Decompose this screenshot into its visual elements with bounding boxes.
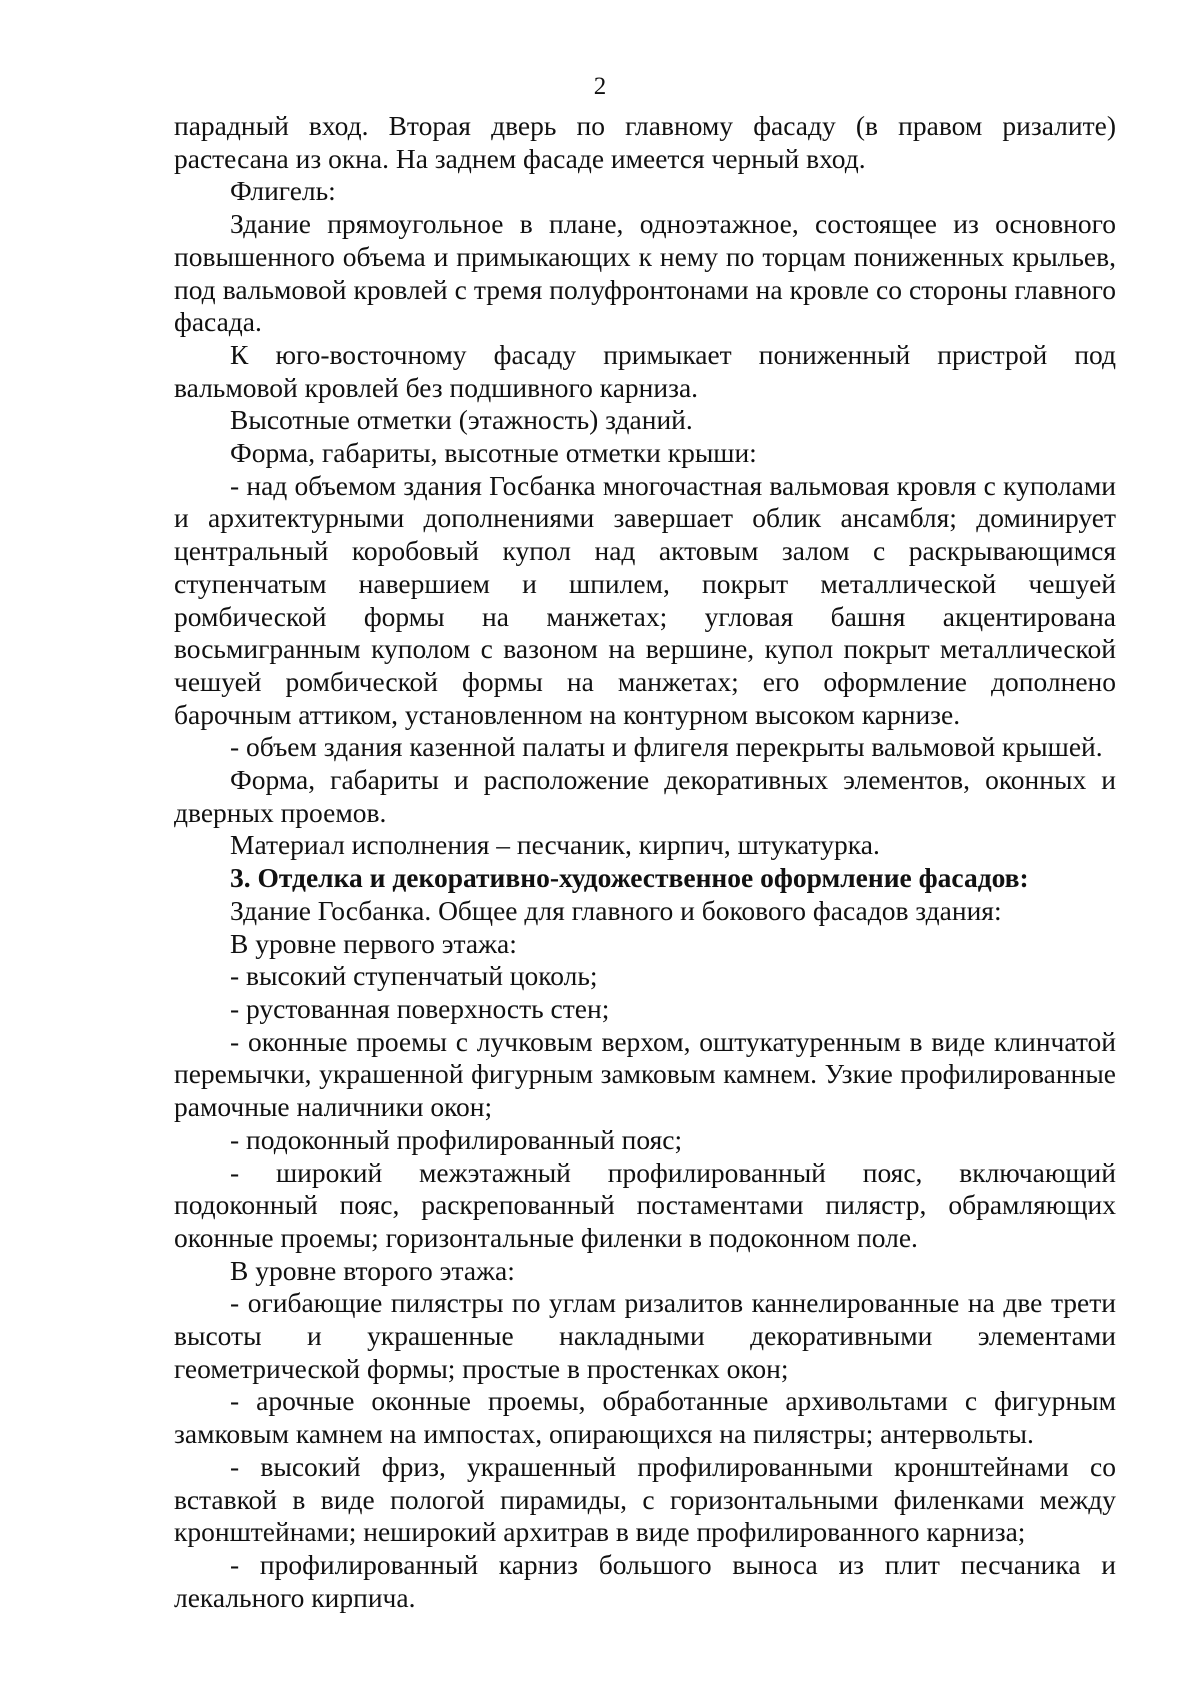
list-item: - высокий ступенчатый цоколь; — [230, 960, 598, 992]
paragraph: Здание прямоугольное в плане, одноэтажное, состоящее из основного повышенного объема и примыкающих к нему по торцам пониженных крыльев, под вальмовой кровлей с тремя полуфронтонами на кровле со стороны главного фасада. — [174, 208, 1116, 338]
page-number: 2 — [593, 73, 607, 100]
paragraph: парадный вход. Вторая дверь по главному фасаду (в правом ризалите) растесана из окна. На заднем фасаде имеется черный вход. — [174, 110, 1116, 174]
paragraph: В уровне первого этажа: — [230, 927, 517, 959]
document-body — [174, 110, 1116, 1614]
list-item: - рустованная поверхность стен; — [230, 992, 610, 1024]
paragraph: Форма, габариты и расположение декоративных элементов, оконных и дверных проемов. — [174, 764, 1116, 828]
list-item: - подоконный профилированный пояс; — [230, 1123, 683, 1155]
paragraph: Материал исполнения – песчаник, кирпич, штукатурка. — [230, 829, 880, 861]
list-item: - профилированный карниз большого выноса из плит песчаника и лекального кирпича. — [174, 1548, 1116, 1613]
list-item: - объем здания казенной палаты и флигеля перекрыты вальмовой крышей. — [230, 731, 1103, 763]
list-item: - над объемом здания Госбанка многочастная вальмовая кровля с куполами и архитектурными дополнениями завершает облик ансамбля; доминирует центральный коробовый купол над актовым залом с раскрывающимся ступенчатым навершием и шпилем, покрыт металлической чешуей ромбической формы на манжетах; угловая башня акцентирована восьмигранным куполом с вазоном на вершине, купол покрыт металлической чешуей ромбической формы на манжетах; его оформление дополнено барочным аттиком, установленном на контурном высоком карнизе. — [174, 469, 1116, 730]
paragraph: Флигель: — [230, 175, 336, 207]
paragraph: В уровне второго этажа: — [230, 1254, 515, 1286]
list-item: - высокий фриз, украшенный профилированными кронштейнами со вставкой в виде пологой пирамиды, с горизонтальными филенками между кронштейнами; неширокий архитрав в виде профилированного карниза; — [174, 1450, 1116, 1548]
paragraph: Высотные отметки (этажность) зданий. — [230, 404, 693, 436]
paragraph: Здание Госбанка. Общее для главного и бокового фасадов здания: — [230, 894, 1002, 926]
list-item: - оконные проемы с лучковым верхом, оштукатуренным в виде клинчатой перемычки, украшенной фигурным замковым камнем. Узкие профилированные рамочные наличники окон; — [174, 1025, 1116, 1123]
paragraph: Форма, габариты, высотные отметки крыши: — [230, 437, 757, 469]
paragraph: К юго-восточному фасаду примыкает пониженный пристрой под вальмовой кровлей без подшивного карниза. — [174, 338, 1116, 403]
list-item: - широкий межэтажный профилированный пояс, включающий подоконный пояс, раскрепованный постаментами пилястр, обрамляющих оконные проемы; горизонтальные филенки в подоконном поле. — [174, 1156, 1116, 1253]
list-item: - арочные оконные проемы, обработанные архивольтами с фигурным замковым камнем на импостах, опирающихся на пилястры; антервольты. — [174, 1385, 1116, 1450]
list-item: - огибающие пилястры по углам ризалитов каннелированные на две трети высоты и украшенные накладными декоративными элементами геометрической формы; простые в простенках окон; — [174, 1287, 1116, 1384]
section-heading: 3. Отделка и декоративно-художественное оформление фасадов: — [230, 862, 1029, 894]
